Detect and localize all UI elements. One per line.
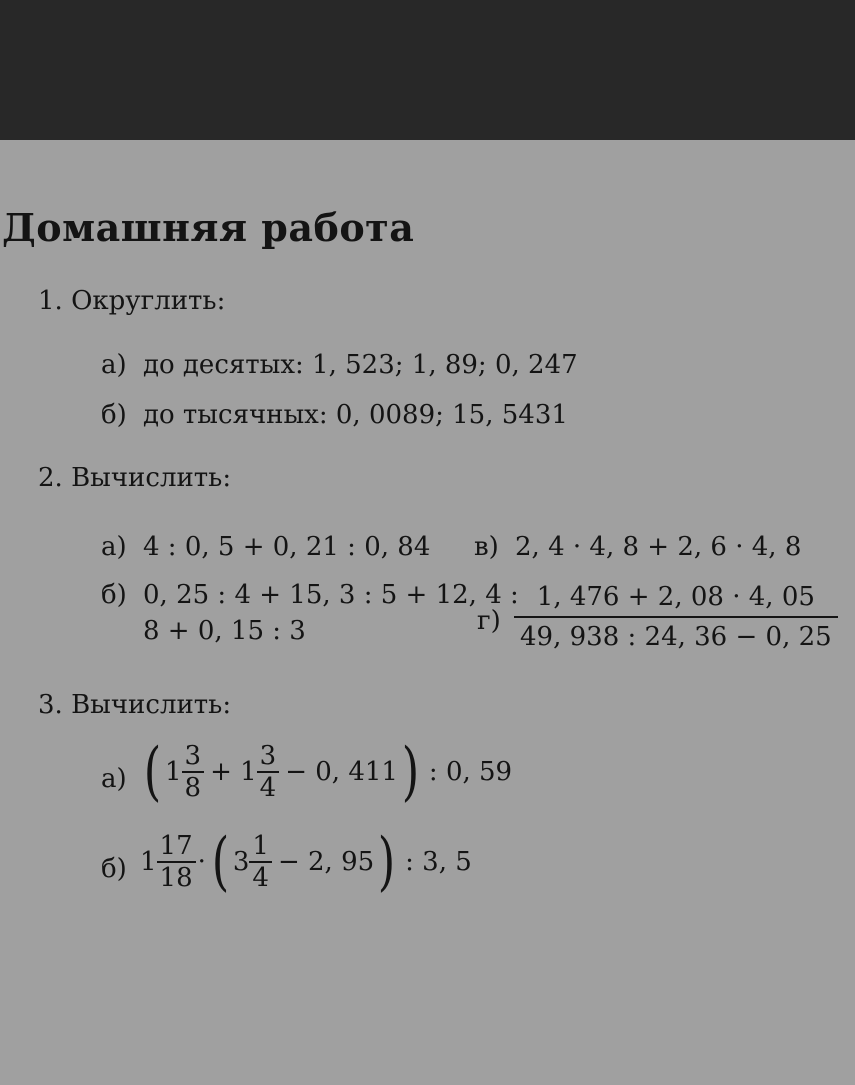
task-2b-expression-line2: 8 + 0, 15 : 3 (143, 616, 306, 646)
task-3a-denominator-2: 4 (257, 771, 280, 801)
task-2-heading: 2. Вычислить: (38, 463, 232, 493)
task-3a-fraction-2 (257, 743, 280, 801)
task-3b-dot: · (197, 847, 206, 877)
task-1a-label: а) (101, 350, 127, 380)
task-3b-denominator-2: 4 (249, 861, 272, 891)
task-1-heading: 1. Округлить: (38, 286, 226, 316)
task-3b-expression (140, 825, 472, 899)
task-2b-expression-line1: 0, 25 : 4 + 15, 3 : 5 + 12, 4 : (143, 580, 519, 610)
top-bar (0, 0, 855, 140)
task-2g-label: г) (477, 606, 501, 636)
task-3b-whole-1: 1 (140, 847, 157, 877)
task-3b-denominator-1: 18 (157, 861, 196, 891)
task-3a-plus-whole: + 1 (210, 757, 257, 787)
task-2v-expression: 2, 4 · 4, 8 + 2, 6 · 4, 8 (515, 532, 802, 562)
task-3b-numerator-1: 17 (159, 831, 193, 861)
task-2g-numerator: 1, 476 + 2, 08 · 4, 05 (536, 582, 815, 612)
task-3b-fraction-2 (249, 833, 272, 891)
task-3a-denominator-1: 8 (182, 771, 205, 801)
task-3b-numerator-2: 1 (252, 831, 269, 861)
task-1b-text: до тысячных: 0, 0089; 15, 5431 (143, 400, 568, 430)
task-2a-expression: 4 : 0, 5 + 0, 21 : 0, 84 (143, 532, 431, 562)
task-3b-label: б) (101, 854, 127, 884)
task-2g-denominator: 49, 938 : 24, 36 − 0, 25 (514, 616, 838, 650)
task-2g-fraction (514, 584, 838, 650)
task-2v-label: в) (474, 532, 499, 562)
task-2b-label: б) (101, 580, 127, 610)
task-3a-numerator-2: 3 (259, 741, 277, 771)
task-3a-left-paren: ( (143, 735, 162, 809)
task-3-heading: 3. Вычислить: (38, 690, 232, 720)
page-title: Домашняя работа (2, 205, 415, 250)
task-3b-tail: − 2, 95 (277, 847, 375, 877)
task-2a-label: а) (101, 532, 127, 562)
task-3a-label: а) (101, 764, 127, 794)
task-3b-divisor: : 3, 5 (405, 847, 472, 877)
task-3a-divisor: : 0, 59 (428, 757, 513, 787)
task-1b-label: б) (101, 400, 127, 430)
task-3a-fraction-1 (182, 743, 205, 801)
task-3a-whole-1: 1 (164, 757, 182, 787)
task-3a-right-paren: ) (401, 735, 420, 809)
task-3a-tail: − 0, 411 (285, 757, 398, 787)
task-3b-whole-2: 3 (232, 847, 250, 877)
task-3a-expression (140, 735, 513, 809)
task-3b-right-paren: ) (377, 825, 396, 899)
task-3b-left-paren: ( (211, 825, 230, 899)
task-3a-numerator-1: 3 (184, 741, 202, 771)
task-3b-fraction-1 (157, 833, 196, 891)
task-1a-text: до десятых: 1, 523; 1, 89; 0, 247 (143, 350, 578, 380)
